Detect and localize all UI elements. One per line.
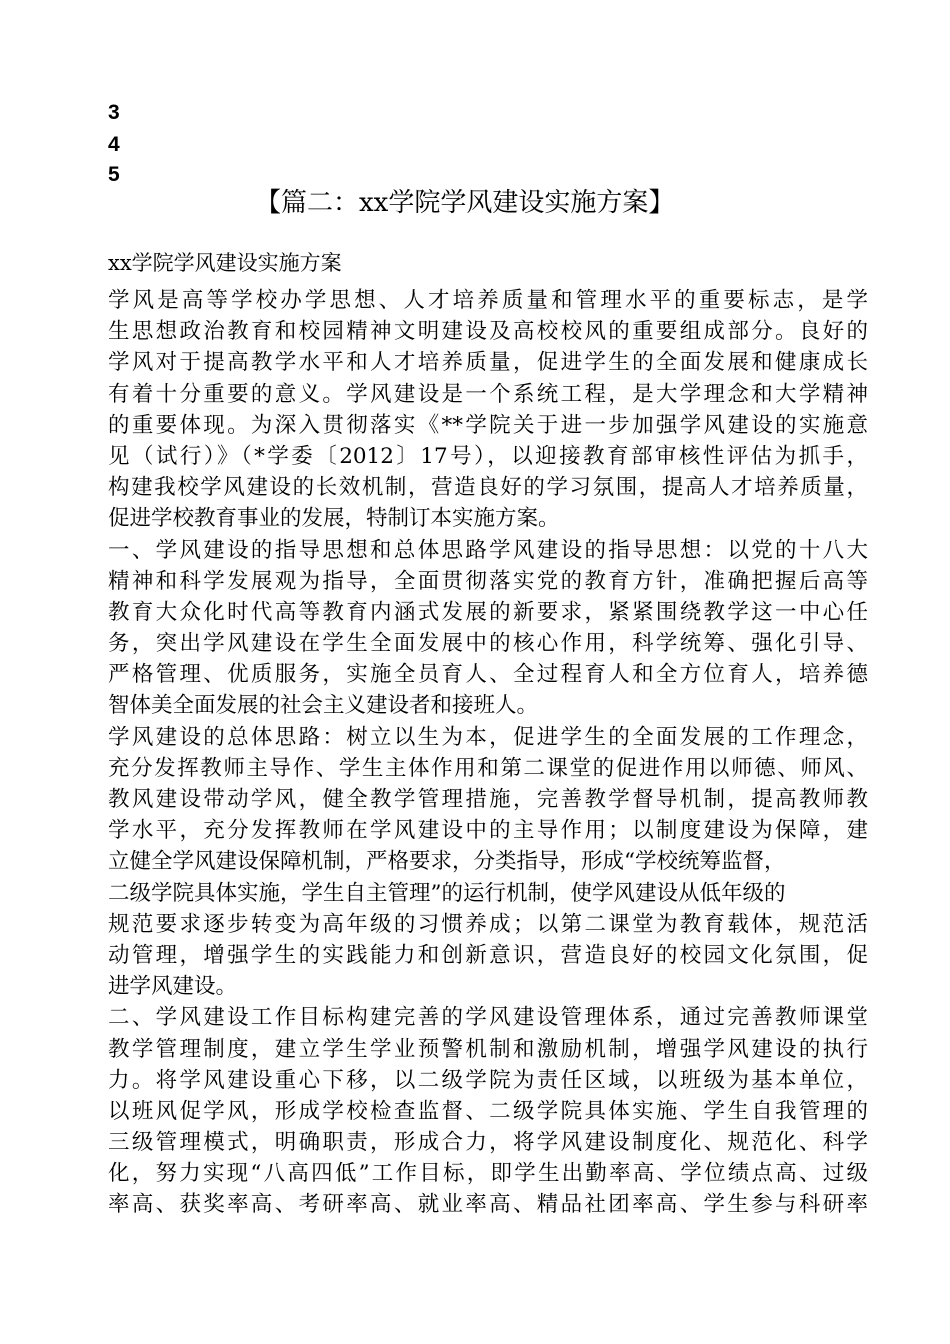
text-line: 二级学院具体实施，学生自主管理”的运行机制，使学风建设从低年级的 [108, 880, 786, 906]
text-line: 教学管理制度，建立学生学业预警机制和激励机制，增强学风建设的执行 [108, 1036, 868, 1062]
text-line: 进学风建设。 [108, 974, 238, 1000]
text-line: 动管理，增强学生的实践能力和创新意识，营造良好的校园文化氛围，促 [108, 942, 868, 968]
text-line: 充分发挥教师主导作、学生主体作用和第二课堂的促进作用以师德、师风、 [108, 755, 868, 781]
text-line: 促进学校教育事业的发展，特制订本实施方案。 [108, 506, 560, 532]
body-text [108, 285, 868, 1221]
text-line: 一、学风建设的指导思想和总体思路学风建设的指导思想：以党的十八大 [108, 537, 868, 563]
text-line: 二、学风建设工作目标构建完善的学风建设管理体系，通过完善教师课堂 [108, 1005, 868, 1031]
text-line: 学风是高等学校办学思想、人才培养质量和管理水平的重要标志，是学 [108, 288, 868, 313]
text-line: 生思想政治教育和校园精神文明建设及高校校风的重要组成部分。良好的 [108, 319, 868, 345]
text-line: 学风建设的总体思路：树立以生为本，促进学生的全面发展的工作理念， [108, 724, 868, 750]
text-line: 规范要求逐步转变为高年级的习惯养成；以第二课堂为教育载体，规范活 [108, 911, 868, 937]
text-line: 教风建设带动学风，健全教学管理措施，完善教学督导机制，提高教师教 [108, 787, 868, 812]
page-number: 3 [108, 101, 120, 124]
text-line: 教育大众化时代高等教育内涵式发展的新要求，紧紧围绕教学这一中心任 [108, 599, 868, 625]
text-line: 智体美全面发展的社会主义建设者和接班人。 [108, 693, 539, 719]
text-line: 三级管理模式，明确职责，形成合力，将学风建设制度化、规范化、科学 [108, 1130, 868, 1156]
text-line: 见（试行）》（*学委〔2012〕17号），以迎接教育部审核性评估为抓手， [108, 443, 868, 469]
text-line: 化，努力实现“八高四低”工作目标，即学生出勤率高、学位绩点高、过级 [108, 1161, 868, 1187]
text-line: 构建我校学风建设的长效机制，营造良好的学习氛围，提高人才培养质量， [108, 475, 868, 501]
text-line: 的重要体现。为深入贯彻落实《**学院关于进一步加强学风建设的实施意 [108, 412, 868, 438]
text-line: 率高、获奖率高、考研率高、就业率高、精品社团率高、学生参与科研率 [108, 1192, 868, 1218]
text-line: 精神和科学发展观为指导，全面贯彻落实党的教育方针，准确把握后高等 [108, 568, 868, 594]
text-line: 学水平，充分发挥教师在学风建设中的主导作用；以制度建设为保障，建 [108, 818, 868, 844]
text-line: 立健全学风建设保障机制，严格要求，分类指导，形成“学校统筹监督， [108, 849, 786, 875]
text-line: 有着十分重要的意义。学风建设是一个系统工程，是大学理念和大学精神 [108, 381, 868, 407]
page-number: 4 [108, 133, 120, 156]
text-line: 学风对于提高教学水平和人才培养质量，促进学生的全面发展和健康成长 [108, 350, 868, 376]
text-line: 务，突出学风建设在学生全面发展中的核心作用，科学统筹、强化引导、 [108, 631, 868, 657]
text-line: 以班风促学风，形成学校检查监督、二级学院具体实施、学生自我管理的 [108, 1098, 868, 1124]
document-title: xx学院学风建设实施方案 [108, 251, 342, 275]
text-line: 力。将学风建设重心下移，以二级学院为责任区域，以班级为基本单位， [108, 1067, 868, 1093]
text-line: 严格管理、优质服务，实施全员育人、全过程育人和全方位育人，培养德 [108, 662, 868, 688]
section-heading: 【篇二：xx学院学风建设实施方案】 [255, 188, 675, 218]
page-number: 5 [108, 163, 120, 186]
